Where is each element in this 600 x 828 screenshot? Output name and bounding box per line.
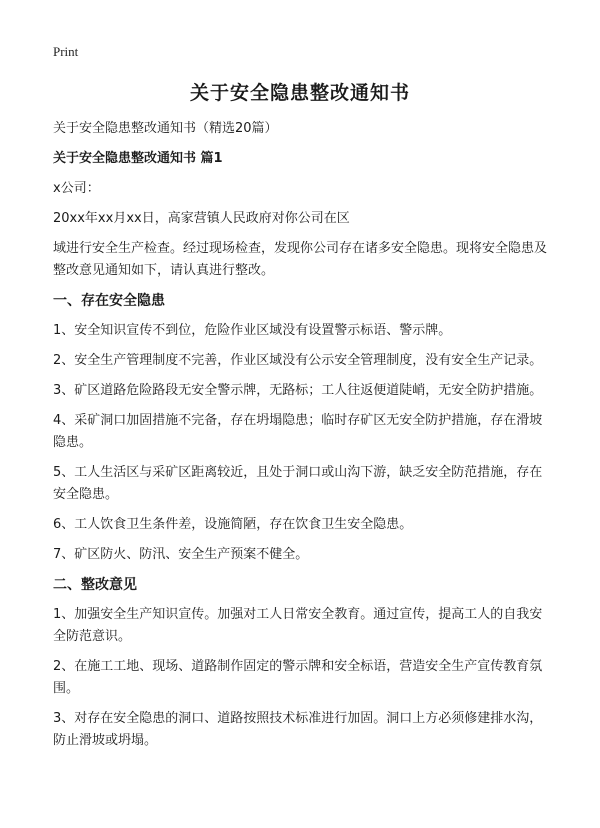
document-subtitle: 关于安全隐患整改通知书（精选20篇） [53,121,278,136]
section-heading-rectification: 二、整改意见 [53,577,137,593]
hazard-item: 4、采矿洞口加固措施不完备，存在坍塌隐患；临时存矿区无安全防护措施，存在滑坡隐患。 [53,413,543,450]
hazard-item: 3、矿区道路危险路段无安全警示牌，无路标；工人往返便道陡峭，无安全防护措施。 [53,383,543,398]
hazard-item: 1、安全知识宣传不到位，危险作业区域没有设置警示标语、警示牌。 [53,323,452,338]
article-heading: 关于安全隐患整改通知书 篇1 [53,151,223,166]
intro-paragraph: 域进行安全生产检查。经过现场检查，发现你公司存在诸多安全隐患。现将安全隐患及整改意见通知如下，请认真进行整改。 [53,241,548,278]
intro-line-1: 20xx年xx月xx日，高家营镇人民政府对你公司在区 [53,211,350,226]
section-heading-hazards: 一、存在安全隐患 [53,293,165,309]
document-body [53,118,553,760]
rectification-item: 2、在施工工地、现场、道路制作固定的警示牌和安全标语，营造安全生产宣传教育氛围。 [53,659,543,696]
document-title: 关于安全隐患整改通知书 [189,82,410,104]
greeting: x公司： [53,181,100,196]
hazard-item: 2、安全生产管理制度不完善，作业区域没有公示安全管理制度，没有安全生产记录。 [53,353,543,368]
rectification-item: 3、对存在安全隐患的洞口、道路按照技术标准进行加固。洞口上方必须修建排水沟，防止滑坡或坍塌。 [53,711,543,748]
hazard-item: 5、工人生活区与采矿区距离较近，且处于洞口或山沟下游，缺乏安全防范措施，存在安全隐患。 [53,465,543,502]
hazard-item: 7、矿区防火、防汛、安全生产预案不健全。 [53,547,309,562]
print-label[interactable]: Print [53,44,79,59]
rectification-item: 1、加强安全生产知识宣传。加强对工人日常安全教育。通过宣传，提高工人的自我安全防范意识。 [53,607,543,644]
hazard-item: 6、工人饮食卫生条件差，设施简陋，存在饮食卫生安全隐患。 [53,517,413,532]
